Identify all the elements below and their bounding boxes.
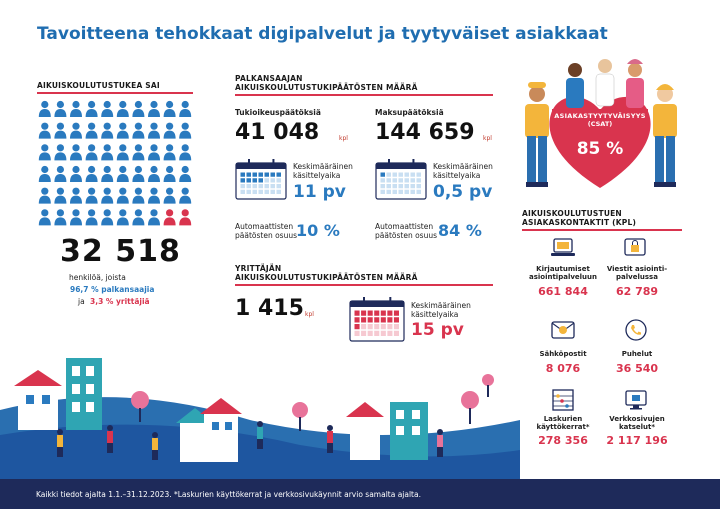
person-icon — [101, 123, 113, 139]
person-icon — [86, 144, 98, 160]
contact-label-1: Puhelut — [621, 350, 653, 358]
calendar-icon — [375, 158, 427, 200]
person-icon — [86, 209, 98, 225]
person-icon — [117, 209, 129, 225]
person-icon — [39, 123, 51, 139]
person-icon — [54, 209, 66, 225]
page-title: Tavoitteena tehokkaat digipalvelut ja tyytyväiset asiakkaat — [37, 24, 608, 44]
person-icon — [148, 123, 160, 139]
person-icon — [132, 101, 144, 117]
email-at-icon — [550, 318, 576, 342]
entrepreneur-decisions-heading-1: YRITTÄJÄN — [235, 264, 282, 273]
person-icon — [54, 123, 66, 139]
contact-value: 661 844 — [538, 285, 588, 298]
payment-auto-label-1: Automaattisten — [375, 222, 434, 231]
support-avg-label-1: Keskimääräinen — [293, 162, 353, 171]
envelope-lock-icon — [623, 236, 649, 260]
person-icon — [148, 101, 160, 117]
person-icon — [179, 144, 191, 160]
csat-label-box — [552, 109, 648, 131]
person-icon — [54, 101, 66, 117]
person-icon — [132, 166, 144, 182]
csat-value: 85 % — [576, 139, 624, 159]
person-icon — [39, 144, 51, 160]
support-decisions-value: 41 048 — [235, 120, 320, 145]
recipients-count: 32 518 — [60, 234, 181, 269]
person-icon — [179, 166, 191, 182]
person-icon — [164, 144, 176, 160]
support-decisions-unit: kpl — [339, 135, 348, 142]
person-icon — [164, 188, 176, 204]
monitor-icon — [623, 388, 649, 412]
person-icon — [164, 101, 176, 117]
recipients-rule — [37, 92, 193, 94]
entrepreneur-decisions-heading-2: AIKUISKOULUTUSTUKIPÄÄTÖSTEN MÄÄRÄ — [235, 273, 418, 282]
contact-value: 278 356 — [538, 434, 588, 447]
person-icon — [117, 144, 129, 160]
entrepreneur-share: 3,3 % yrittäjiä — [90, 297, 150, 306]
person-icon — [101, 101, 113, 117]
laptop-login-icon — [550, 236, 576, 260]
person-icon — [86, 101, 98, 117]
csat-label-2: (CSAT) — [587, 120, 613, 128]
employee-decisions-heading-2: AIKUISKOULUTUSTUKIPÄÄTÖSTEN MÄÄRÄ — [235, 83, 418, 92]
person-icon — [148, 166, 160, 182]
support-auto-label-1: Automaattisten — [235, 222, 294, 231]
recipients-heading: AIKUISKOULUTUSTUKEA SAI — [37, 81, 160, 90]
person-icon — [164, 166, 176, 182]
entrepreneur-avg-label-1: Keskimääräinen — [411, 301, 471, 310]
entrepreneur-share-prefix: ja — [78, 297, 85, 306]
person-icon — [132, 209, 144, 225]
payment-decisions-unit: kpl — [483, 135, 492, 142]
support-auto-value: 10 % — [296, 221, 340, 240]
phone-icon — [623, 318, 649, 342]
person-icon — [54, 144, 66, 160]
person-icon — [179, 188, 191, 204]
person-icon — [164, 123, 176, 139]
person-icon — [117, 123, 129, 139]
person-icon — [179, 209, 191, 225]
abacus-icon — [550, 388, 576, 412]
person-icon — [132, 144, 144, 160]
contacts-rule — [522, 229, 682, 231]
payment-decisions-value: 144 659 — [375, 120, 475, 145]
calendar-icon — [349, 296, 405, 342]
contacts-heading-1: AIKUISKOULUTUSTUEN — [522, 209, 622, 218]
calendar-icon — [235, 158, 287, 200]
person-icon — [39, 166, 51, 182]
contact-label-2: katselut* — [618, 423, 656, 431]
support-avg-value: 11 pv — [293, 182, 346, 202]
contact-label-2: asiointipalveluun — [528, 273, 598, 281]
employee-decisions-rule — [235, 94, 493, 96]
payment-decisions-label: Maksupäätöksiä — [375, 108, 444, 117]
contact-value: 36 540 — [615, 362, 659, 375]
contact-value: 62 789 — [615, 285, 659, 298]
payment-avg-label-2: käsittelyaika — [433, 171, 481, 180]
person-icon — [54, 166, 66, 182]
person-icon — [39, 101, 51, 117]
person-icon — [86, 123, 98, 139]
entrepreneur-avg-label-2: käsittelyaika — [411, 310, 459, 319]
contact-value: 2 117 196 — [606, 434, 668, 447]
person-icon — [132, 188, 144, 204]
entrepreneur-decisions-unit: kpl — [305, 311, 314, 318]
employee-share: 96,7 % palkansaajia — [70, 285, 155, 294]
footer-note: Kaikki tiedot ajalta 1.1.–31.12.2023. *Laskurien käyttökerrat ja verkkosivukäynnit arvio samalta ajalta. — [36, 490, 421, 499]
person-icon — [101, 166, 113, 182]
support-auto-label-2: päätösten osuus — [235, 231, 297, 240]
person-icon — [39, 188, 51, 204]
contact-label-1: Sähköpostit — [539, 350, 587, 358]
person-icon — [101, 188, 113, 204]
person-icon — [70, 166, 82, 182]
person-icon — [70, 188, 82, 204]
contact-label-1: Kirjautumiset — [536, 265, 590, 273]
person-icon — [86, 166, 98, 182]
contact-label-1: Laskurien — [543, 415, 583, 423]
person-icon — [39, 209, 51, 225]
city-illustration — [0, 340, 520, 480]
person-icon — [132, 123, 144, 139]
payment-avg-label-1: Keskimääräinen — [433, 162, 493, 171]
contacts-heading-2: ASIAKASKONTAKTIT (KPL) — [522, 218, 637, 227]
person-icon — [117, 166, 129, 182]
payment-auto-label-2: päätösten osuus — [375, 231, 437, 240]
entrepreneur-avg-value: 15 pv — [411, 320, 464, 340]
support-decisions-label: Tukioikeuspäätöksiä — [235, 108, 321, 117]
person-icon — [148, 144, 160, 160]
person-icon — [70, 209, 82, 225]
contact-label-2: käyttökerrat* — [536, 423, 590, 431]
person-icon — [117, 188, 129, 204]
person-icon — [70, 101, 82, 117]
person-icon — [117, 101, 129, 117]
person-icon — [179, 101, 191, 117]
entrepreneur-decisions-value: 1 415 — [235, 296, 304, 321]
person-icon — [70, 123, 82, 139]
person-icon — [101, 209, 113, 225]
person-icon — [101, 144, 113, 160]
person-icon — [70, 144, 82, 160]
contact-value: 8 076 — [545, 362, 581, 375]
payment-auto-value: 84 % — [438, 221, 482, 240]
csat-label-1: ASIAKASTYYTYVÄISYYS — [554, 112, 646, 120]
recipients-text: henkilöä, joista — [69, 273, 126, 282]
entrepreneur-decisions-rule — [235, 284, 493, 286]
person-icon — [148, 188, 160, 204]
employee-decisions-heading-1: PALKANSAAJAN — [235, 74, 303, 83]
contact-label-2: palvelussa — [616, 273, 658, 281]
payment-avg-value: 0,5 pv — [433, 182, 493, 202]
contact-label-1: Viestit asiointi- — [606, 265, 668, 273]
people-grid — [37, 100, 193, 230]
person-icon — [54, 188, 66, 204]
support-avg-label-2: käsittelyaika — [293, 171, 341, 180]
contact-label-1: Verkkosivujen — [609, 415, 665, 423]
person-icon — [164, 209, 176, 225]
person-icon — [148, 209, 160, 225]
person-icon — [179, 123, 191, 139]
person-icon — [86, 188, 98, 204]
